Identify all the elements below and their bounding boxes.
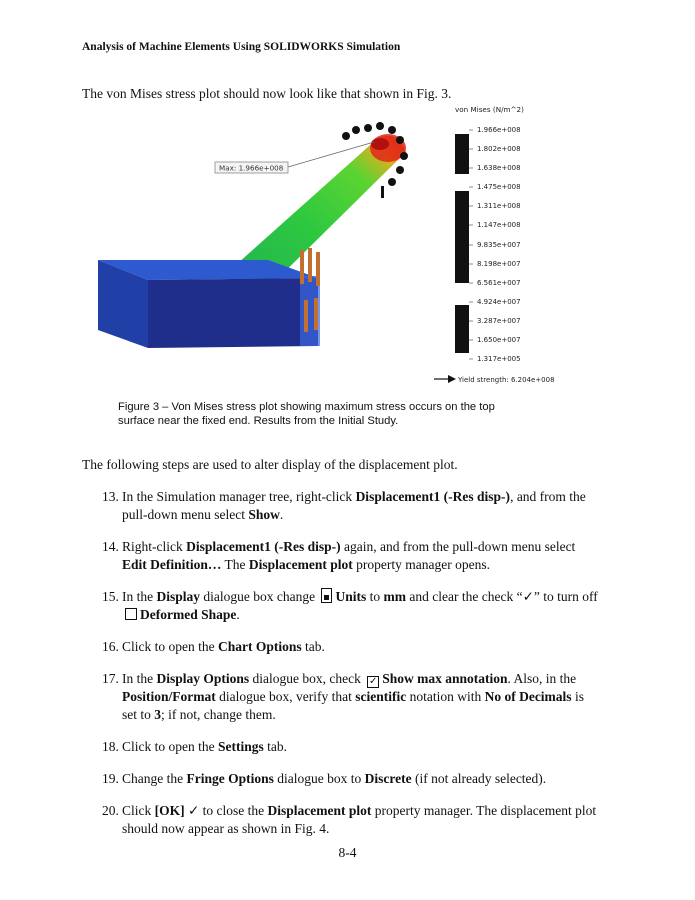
figure-caption <box>118 400 548 428</box>
step-20: 20. Click [OK] ✓ to close the Displacement plot property manager. The displacement plot should now appear as shown in Fig. 4. <box>102 803 597 836</box>
intro-paragraph: The von Mises stress plot should now look like that shown in Fig. 3. <box>82 86 452 101</box>
legend-value: 9.835e+007 <box>477 241 521 249</box>
arrow-right-icon <box>448 375 456 383</box>
step-number: 18. <box>102 739 119 754</box>
legend-value: 1.802e+008 <box>477 145 521 153</box>
legend-value: 4.924e+007 <box>477 298 521 306</box>
legend-value: 8.198e+007 <box>477 260 521 268</box>
unchecked-box-icon <box>125 608 137 620</box>
yield-strength-label: Yield strength: 6.204e+008 <box>458 376 555 384</box>
step-number: 15. <box>102 589 119 604</box>
caption-line-2: surface near the fixed end. Results from the Initial Study. <box>118 415 399 427</box>
legend-title: von Mises (N/m^2) <box>455 105 524 114</box>
legend-value: 1.317e+005 <box>477 355 521 363</box>
stress-plot-figure <box>88 100 608 390</box>
figure-3 <box>88 100 608 390</box>
caption-line-1: Figure 3 – Von Mises stress plot showing maximum stress occurs on the top <box>118 401 495 413</box>
step-16: 16. Click to open the Chart Options tab. <box>102 639 325 654</box>
step-number: 17. <box>102 671 119 686</box>
step-15: 15. In the Display dialogue box change Units to mm and clear the check “✓” to turn off Deformed Shape. <box>102 589 598 622</box>
legend-value: 1.475e+008 <box>477 183 521 191</box>
legend-value: 1.311e+008 <box>477 202 521 210</box>
step-13: 13. In the Simulation manager tree, right-click Displacement1 (-Res disp-), and from the pull-down menu select Show. <box>102 489 586 522</box>
legend-value: 1.966e+008 <box>477 126 521 134</box>
step-number: 20. <box>102 803 119 818</box>
step-number: 19. <box>102 771 119 786</box>
step-18: 18. Click to open the Settings tab. <box>102 739 287 754</box>
step-17: 17. In the Display Options dialogue box, check ✓ Show max annotation. Also, in the Position/Format dialogue box, verify that scientific notation with No of Decimals is set to 3; if not, change them. <box>102 671 584 722</box>
units-icon <box>321 588 332 603</box>
legend-value: 1.638e+008 <box>477 164 521 172</box>
step-number: 13. <box>102 489 119 504</box>
legend-value: 3.287e+007 <box>477 317 521 325</box>
step-number: 16. <box>102 639 119 654</box>
section-intro: The following steps are used to alter display of the displacement plot. <box>82 457 458 472</box>
yield-strength-marker <box>434 375 555 384</box>
legend-value: 6.561e+007 <box>477 279 521 287</box>
legend-labels <box>477 126 521 363</box>
step-14: 14. Right-click Displacement1 (-Res disp-) again, and from the pull-down menu select Edit Definition… The Displacement plot property manager opens. <box>102 539 576 572</box>
steps-list <box>82 488 602 852</box>
max-annotation-text: Max: 1.966e+008 <box>219 163 284 173</box>
step-19: 19. Change the Fringe Options dialogue box to Discrete (if not already selected). <box>102 771 547 786</box>
legend-color-bar <box>455 134 469 353</box>
step-number: 14. <box>102 539 119 554</box>
running-head: Analysis of Machine Elements Using SOLIDWORKS Simulation <box>82 41 401 53</box>
legend-value: 1.147e+008 <box>477 221 521 229</box>
page-number: 8-4 <box>338 845 357 860</box>
legend-value: 1.650e+007 <box>477 336 521 344</box>
legend-ticks <box>469 130 473 359</box>
checked-box-icon: ✓ <box>369 676 378 687</box>
